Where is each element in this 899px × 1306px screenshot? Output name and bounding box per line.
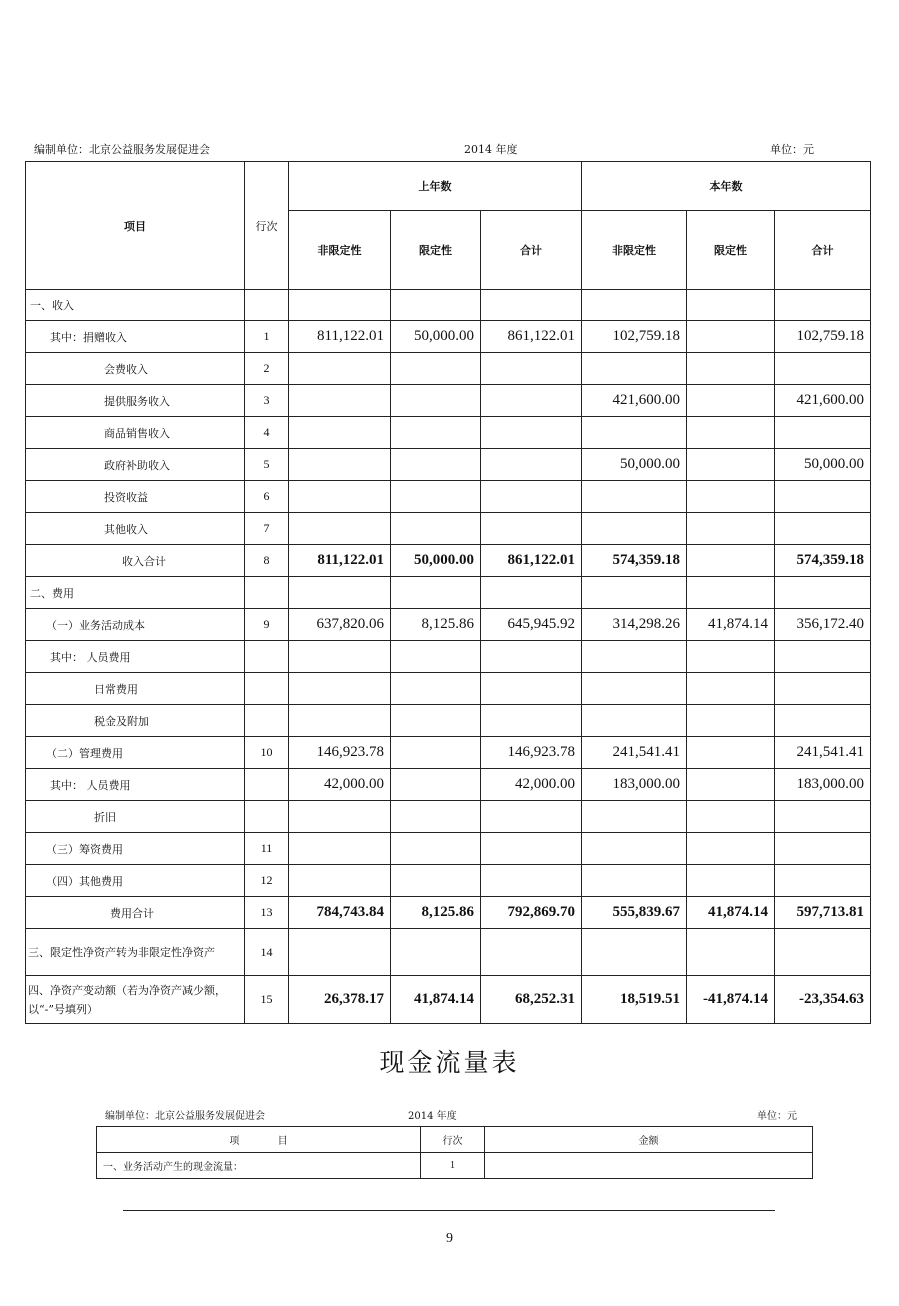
row-label: 其中： 人员费用 xyxy=(26,641,245,673)
row-label: （二）管理费用 xyxy=(26,737,245,769)
row-value xyxy=(481,865,582,897)
row-value: 645,945.92 xyxy=(481,609,582,641)
column-header-prev-year: 上年数 xyxy=(289,162,582,211)
table-row xyxy=(26,353,871,385)
row-line-number: 5 xyxy=(245,449,289,481)
table-row xyxy=(26,449,871,481)
table-row xyxy=(26,897,871,929)
row-value xyxy=(391,833,481,865)
sub-header-prev-restricted: 限定性 xyxy=(391,211,481,290)
row-label: 提供服务收入 xyxy=(26,385,245,417)
row-value xyxy=(687,481,775,513)
row-value: 574,359.18 xyxy=(775,545,871,577)
cash-column-header-line: 行次 xyxy=(421,1127,485,1153)
row-value xyxy=(289,641,391,673)
row-value xyxy=(582,353,687,385)
row-value xyxy=(687,833,775,865)
row-value: 68,252.31 xyxy=(481,976,582,1024)
row-value xyxy=(582,513,687,545)
cash-flow-title: 现金流量表 xyxy=(379,1048,520,1077)
row-value: 314,298.26 xyxy=(582,609,687,641)
row-line-number xyxy=(245,801,289,833)
row-value xyxy=(391,673,481,705)
row-value xyxy=(687,449,775,481)
row-value xyxy=(687,641,775,673)
row-value xyxy=(582,481,687,513)
row-value xyxy=(481,353,582,385)
sub-header-this-restricted: 限定性 xyxy=(687,211,775,290)
row-value: 41,874.14 xyxy=(687,897,775,929)
row-line-number xyxy=(245,577,289,609)
row-value xyxy=(582,865,687,897)
row-value: 50,000.00 xyxy=(582,449,687,481)
row-value xyxy=(391,417,481,449)
row-value xyxy=(775,641,871,673)
row-value xyxy=(582,833,687,865)
table-row xyxy=(26,769,871,801)
row-value xyxy=(687,321,775,353)
column-header-item: 项目 xyxy=(26,162,245,290)
row-value xyxy=(775,417,871,449)
column-header-this-year: 本年数 xyxy=(582,162,871,211)
row-value xyxy=(687,705,775,737)
row-value xyxy=(582,705,687,737)
row-value xyxy=(391,929,481,976)
row-value xyxy=(775,801,871,833)
row-value xyxy=(481,417,582,449)
row-label: 收入合计 xyxy=(26,545,245,577)
row-value: -41,874.14 xyxy=(687,976,775,1024)
row-label: （一）业务活动成本 xyxy=(26,609,245,641)
row-label: 其中： 人员费用 xyxy=(26,769,245,801)
row-line-number: 1 xyxy=(245,321,289,353)
row-value xyxy=(289,929,391,976)
footer-divider xyxy=(123,1210,775,1211)
row-value xyxy=(775,577,871,609)
table-row xyxy=(26,545,871,577)
row-line-number: 11 xyxy=(245,833,289,865)
row-label: 日常费用 xyxy=(26,673,245,705)
row-line-number: 15 xyxy=(245,976,289,1024)
row-value: 555,839.67 xyxy=(582,897,687,929)
row-value: 50,000.00 xyxy=(391,321,481,353)
row-value: 861,122.01 xyxy=(481,545,582,577)
row-value: 41,874.14 xyxy=(391,976,481,1024)
table-row xyxy=(26,976,871,1024)
row-line-number: 9 xyxy=(245,609,289,641)
row-value xyxy=(391,865,481,897)
table-row xyxy=(26,737,871,769)
table-row xyxy=(26,705,871,737)
row-value xyxy=(582,673,687,705)
table-row xyxy=(26,577,871,609)
row-value xyxy=(481,577,582,609)
row-value: 146,923.78 xyxy=(481,737,582,769)
row-value xyxy=(687,417,775,449)
row-value xyxy=(289,290,391,321)
row-value xyxy=(391,353,481,385)
row-label: 会费收入 xyxy=(26,353,245,385)
row-value: 861,122.01 xyxy=(481,321,582,353)
row-value xyxy=(687,513,775,545)
row-value: 597,713.81 xyxy=(775,897,871,929)
row-value xyxy=(289,417,391,449)
row-value xyxy=(582,417,687,449)
cash-flow-table xyxy=(96,1126,813,1179)
row-value xyxy=(391,737,481,769)
row-value xyxy=(687,865,775,897)
row-value: 183,000.00 xyxy=(775,769,871,801)
currency-unit: 单位：元 xyxy=(770,143,814,156)
row-value xyxy=(775,705,871,737)
sub-header-prev-total: 合计 xyxy=(481,211,582,290)
row-line-number xyxy=(245,641,289,673)
row-value xyxy=(687,577,775,609)
row-value xyxy=(687,290,775,321)
row-line-number xyxy=(245,290,289,321)
row-label: 其他收入 xyxy=(26,513,245,545)
table-row xyxy=(26,321,871,353)
table-row xyxy=(26,481,871,513)
row-value xyxy=(289,673,391,705)
row-label: （三）筹资费用 xyxy=(26,833,245,865)
row-value: 421,600.00 xyxy=(775,385,871,417)
sub-header-prev-unrestricted: 非限定性 xyxy=(289,211,391,290)
table-row xyxy=(26,801,871,833)
row-value xyxy=(289,449,391,481)
table-row xyxy=(26,673,871,705)
row-label: 一、收入 xyxy=(26,290,245,321)
report-year: 2014 年度 xyxy=(464,143,518,156)
row-value xyxy=(582,929,687,976)
row-value xyxy=(391,513,481,545)
row-line-number: 14 xyxy=(245,929,289,976)
table-row xyxy=(26,385,871,417)
row-value xyxy=(481,833,582,865)
row-value xyxy=(391,577,481,609)
row-line-number: 12 xyxy=(245,865,289,897)
row-value xyxy=(775,673,871,705)
row-value: 146,923.78 xyxy=(289,737,391,769)
cash-column-header-amount: 金额 xyxy=(485,1127,813,1153)
row-value xyxy=(775,353,871,385)
row-value xyxy=(582,641,687,673)
org-label: 编制单位：北京公益服务发展促进会 xyxy=(34,143,210,156)
page-number: 9 xyxy=(446,1231,453,1246)
cash-flow-unit: 单位：元 xyxy=(757,1111,797,1122)
row-value xyxy=(775,833,871,865)
row-value: 42,000.00 xyxy=(481,769,582,801)
row-value: 574,359.18 xyxy=(582,545,687,577)
row-value xyxy=(775,929,871,976)
table-row xyxy=(26,290,871,321)
row-value xyxy=(775,865,871,897)
row-line-number: 10 xyxy=(245,737,289,769)
row-value: 637,820.06 xyxy=(289,609,391,641)
row-value xyxy=(775,481,871,513)
row-value: 241,541.41 xyxy=(582,737,687,769)
table-row xyxy=(26,929,871,976)
row-value: 41,874.14 xyxy=(687,609,775,641)
row-label: 费用合计 xyxy=(26,897,245,929)
cash-flow-year: 2014 年度 xyxy=(408,1111,457,1122)
table-row xyxy=(26,833,871,865)
row-value xyxy=(687,385,775,417)
table-row xyxy=(97,1153,813,1179)
cash-row-label: 一、业务活动产生的现金流量： xyxy=(97,1153,421,1179)
row-value xyxy=(481,385,582,417)
row-value xyxy=(289,385,391,417)
row-value xyxy=(391,481,481,513)
row-value xyxy=(582,801,687,833)
row-value: 241,541.41 xyxy=(775,737,871,769)
row-value: 102,759.18 xyxy=(582,321,687,353)
table-row xyxy=(26,513,871,545)
row-value xyxy=(289,801,391,833)
row-value xyxy=(391,641,481,673)
row-value xyxy=(481,449,582,481)
row-line-number xyxy=(245,673,289,705)
row-value: 8,125.86 xyxy=(391,609,481,641)
row-value xyxy=(289,513,391,545)
row-line-number: 4 xyxy=(245,417,289,449)
row-value: -23,354.63 xyxy=(775,976,871,1024)
row-value: 42,000.00 xyxy=(289,769,391,801)
row-value: 811,122.01 xyxy=(289,321,391,353)
cash-flow-org-label: 编制单位：北京公益服务发展促进会 xyxy=(105,1111,265,1122)
cash-column-header-item: 项 目 xyxy=(97,1127,421,1153)
row-value: 26,378.17 xyxy=(289,976,391,1024)
row-label: 商品销售收入 xyxy=(26,417,245,449)
row-line-number: 2 xyxy=(245,353,289,385)
row-value xyxy=(481,801,582,833)
row-value: 811,122.01 xyxy=(289,545,391,577)
row-value: 102,759.18 xyxy=(775,321,871,353)
row-value xyxy=(391,290,481,321)
row-value xyxy=(289,705,391,737)
row-label: 折旧 xyxy=(26,801,245,833)
row-line-number: 8 xyxy=(245,545,289,577)
row-value: 18,519.51 xyxy=(582,976,687,1024)
row-value: 50,000.00 xyxy=(391,545,481,577)
row-value xyxy=(391,705,481,737)
row-value xyxy=(687,353,775,385)
row-value xyxy=(289,481,391,513)
row-value xyxy=(687,545,775,577)
income-statement-table xyxy=(25,161,871,1024)
row-value: 356,172.40 xyxy=(775,609,871,641)
row-label: 税金及附加 xyxy=(26,705,245,737)
row-value: 792,869.70 xyxy=(481,897,582,929)
row-value xyxy=(582,290,687,321)
row-value xyxy=(289,865,391,897)
row-label: 四、净资产变动额（若为净资产减少额，以“-”号填列） xyxy=(26,976,245,1024)
row-value xyxy=(289,833,391,865)
cash-row-line: 1 xyxy=(421,1153,485,1179)
row-value xyxy=(687,929,775,976)
row-label: 投资收益 xyxy=(26,481,245,513)
row-label: 政府补助收入 xyxy=(26,449,245,481)
row-value xyxy=(391,385,481,417)
row-value xyxy=(391,769,481,801)
row-line-number xyxy=(245,705,289,737)
table-row xyxy=(26,641,871,673)
table-row xyxy=(26,609,871,641)
row-label: 其中：捐赠收入 xyxy=(26,321,245,353)
row-value: 8,125.86 xyxy=(391,897,481,929)
row-value xyxy=(582,577,687,609)
row-value: 50,000.00 xyxy=(775,449,871,481)
row-value xyxy=(481,673,582,705)
row-label: （四）其他费用 xyxy=(26,865,245,897)
row-value xyxy=(481,929,582,976)
row-line-number: 7 xyxy=(245,513,289,545)
column-header-line: 行次 xyxy=(245,162,289,290)
row-value xyxy=(391,801,481,833)
row-value xyxy=(481,481,582,513)
row-value xyxy=(481,641,582,673)
row-line-number: 3 xyxy=(245,385,289,417)
row-value xyxy=(391,449,481,481)
row-value: 421,600.00 xyxy=(582,385,687,417)
table-row xyxy=(26,417,871,449)
sub-header-this-total: 合计 xyxy=(775,211,871,290)
row-line-number: 13 xyxy=(245,897,289,929)
sub-header-this-unrestricted: 非限定性 xyxy=(582,211,687,290)
row-value xyxy=(481,705,582,737)
row-line-number xyxy=(245,769,289,801)
row-value xyxy=(481,513,582,545)
row-value xyxy=(775,513,871,545)
row-value xyxy=(687,737,775,769)
row-value xyxy=(687,673,775,705)
row-value: 784,743.84 xyxy=(289,897,391,929)
row-value xyxy=(687,801,775,833)
row-value xyxy=(289,353,391,385)
row-line-number: 6 xyxy=(245,481,289,513)
row-value xyxy=(687,769,775,801)
row-value xyxy=(775,290,871,321)
row-value xyxy=(289,577,391,609)
row-label: 二、费用 xyxy=(26,577,245,609)
table-row xyxy=(26,865,871,897)
row-label: 三、限定性净资产转为非限定性净资产 xyxy=(26,929,245,976)
row-value xyxy=(481,290,582,321)
cash-row-amount xyxy=(485,1153,813,1179)
row-value: 183,000.00 xyxy=(582,769,687,801)
